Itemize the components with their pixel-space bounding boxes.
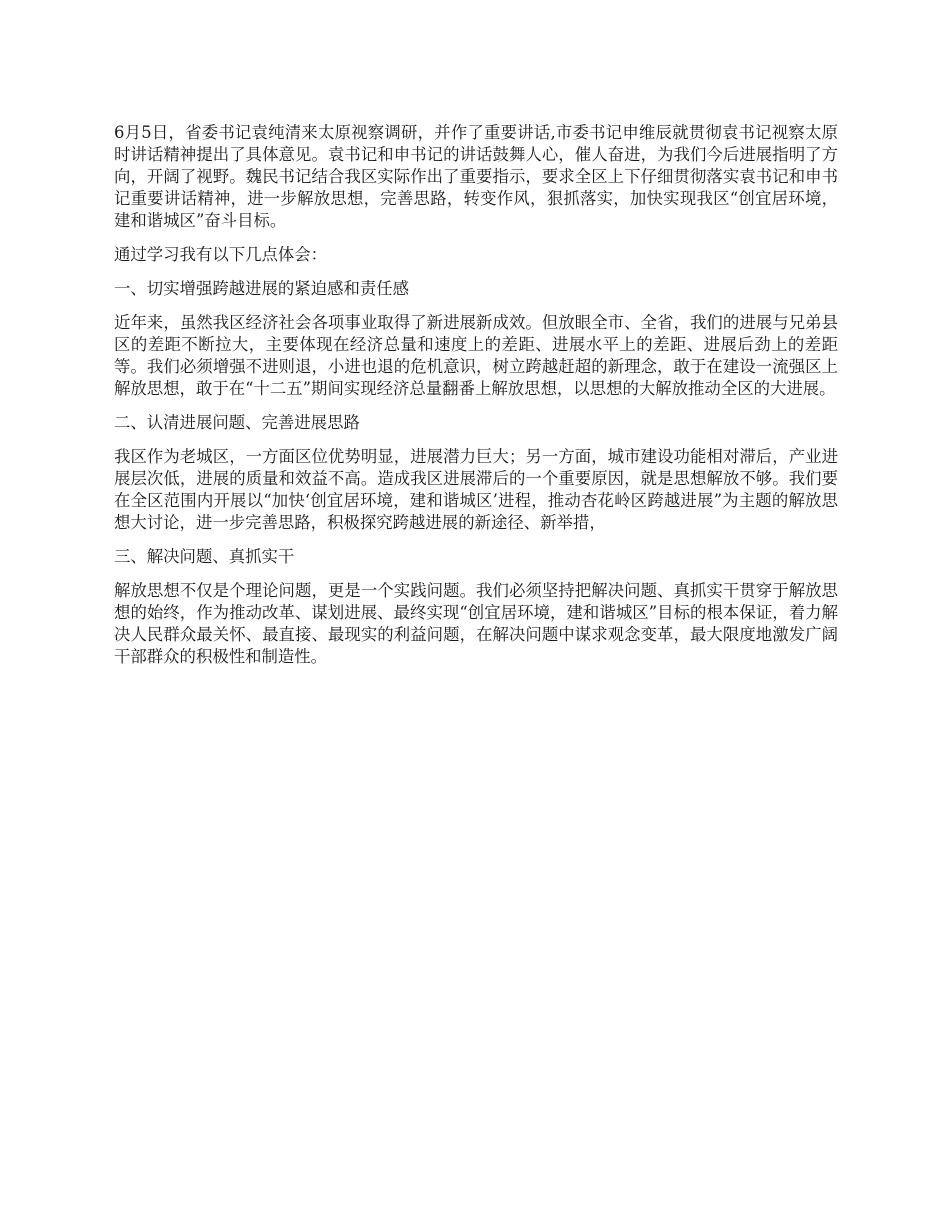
paragraph-section-2: 我区作为老城区，一方面区位优势明显，进展潜力巨大；另一方面，城市建设功能相对滞后，产业进展层次低，进展的质量和效益不高。造成我区进展滞后的一个重要原因，就是思想解放不够。我们要在全区范围内开展以“加快‘创宜居环境，建和谐城区’进程，推动杏花岭区跨越进展”为主题的解放思想大讨论，进一步完善思路，积极探究跨越进展的新途径、新举措， xyxy=(114,447,838,532)
paragraph-lead-in: 通过学习我有以下几点体会： xyxy=(114,245,328,264)
paragraph-section-1: 近年来，虽然我区经济社会各项事业取得了新进展新成效。但放眼全市、全省，我们的进展与兄弟县区的差距不断拉大，主要体现在经济总量和速度上的差距、进展水平上的差距、进展后劲上的差距等。我们必须增强不进则退，小进也退的危机意识，树立跨越赶超的新理念，敢于在建设一流强区上解放思想，敢于在“十二五”期间实现经济总量翻番上解放思想，以思想的大解放推动全区的大进展。 xyxy=(114,313,838,398)
section-heading-2: 二、认清进展问题、完善进展思路 xyxy=(114,413,360,432)
section-heading-3: 三、解决问题、真抓实干 xyxy=(114,547,295,566)
section-heading-1: 一、切实增强跨越进展的紧迫感和责任感 xyxy=(114,279,410,298)
paragraph-intro: 6月5日，省委书记袁纯清来太原视察调研，并作了重要讲话,市委书记申维辰就贯彻袁书记视察太原时讲话精神提出了具体意见。袁书记和申书记的讲话鼓舞人心，催人奋进，为我们今后进展指明了方向，开阔了视野。魏民书记结合我区实际作出了重要指示，要求全区上下仔细贯彻落实袁书记和申书记重要讲话精神，进一步解放思想，完善思路，转变作风，狠抓落实，加快实现我区“创宜居环境，建和谐城区”奋斗目标。 xyxy=(114,123,838,230)
paragraph-section-3: 解放思想不仅是个理论问题，更是一个实践问题。我们必须坚持把解决问题、真抓实干贯穿于解放思想的始终，作为推动改革、谋划进展、最终实现“创宜居环境，建和谐城区”目标的根本保证，着力解决人民群众最关怀、最直接、最现实的利益问题，在解决问题中谋求观念变革，最大限度地激发广阔干部群众的积极性和制造性。 xyxy=(114,581,838,666)
document-page xyxy=(114,122,838,680)
